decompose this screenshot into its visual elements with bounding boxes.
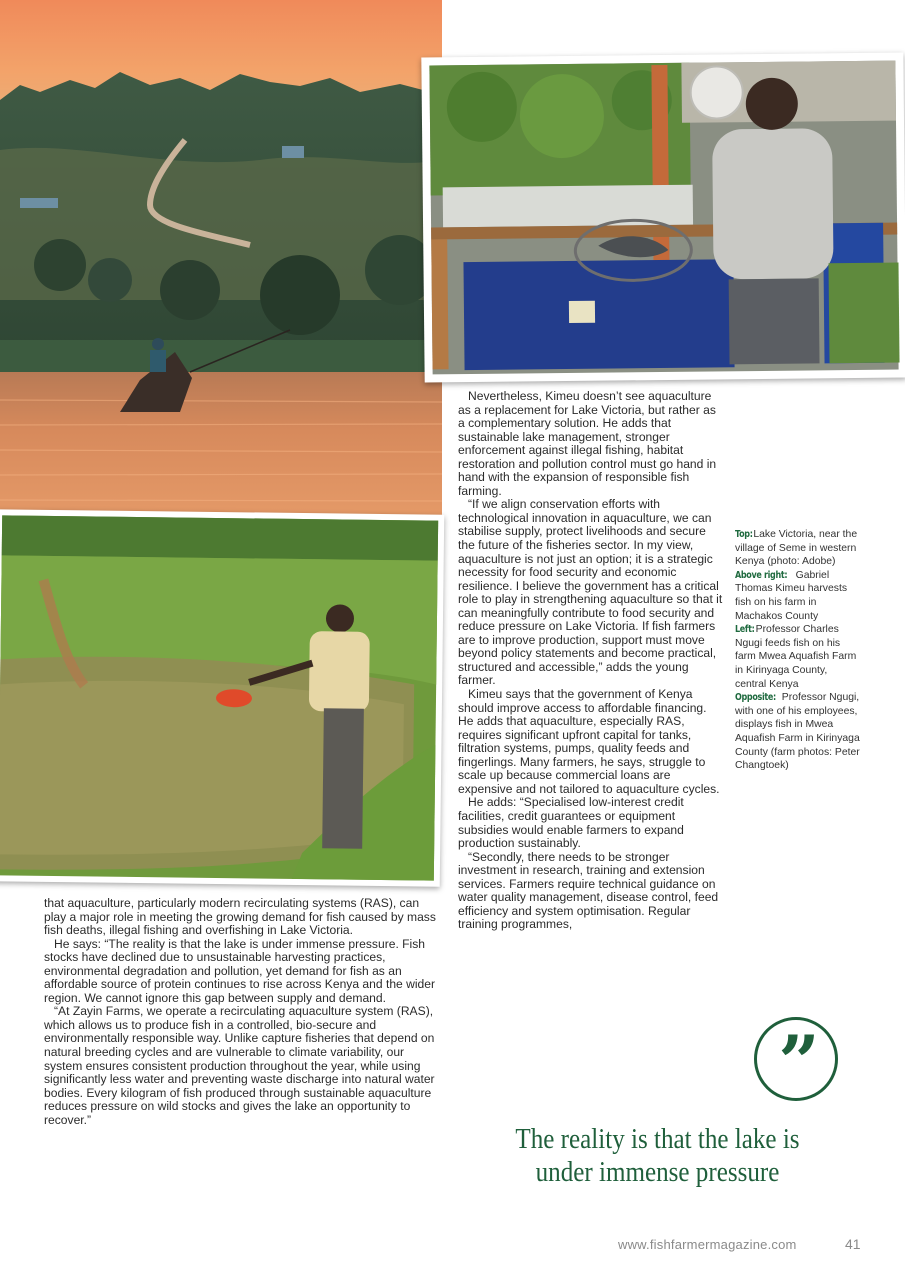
pond-feeding-photo [0,509,444,886]
fish-harvest-photo [421,52,905,382]
caption-left [735,623,860,691]
article-column-middle [458,390,723,932]
paragraph: “At Zayin Farms, we operate a recirculating aquaculture system (RAS), which allows us to produce fish in a controlled, bio-secure and environmentally responsible way. Unlike capture fisheries that depend on natural breeding cycles and are vulnerable to climate variability, our system ensures consistent production throughout the year, while using significantly less water and preventing waste discharge into natural water bodies. Every kilogram of fish produced through sustainable aquaculture reduces pressure on wild stocks and gives the lake an opportunity to recover.” [44,1004,435,1127]
article-column-left [44,897,436,1127]
paragraph: Nevertheless, Kimeu doesn’t see aquaculture as a replacement for Lake Victoria, but rather as a complementary solution. He adds that sustainable lake management, stronger enforcement against illegal fishing, habitat restoration and pollution control must go hand in hand with the expansion of responsible fish farming. [458,389,717,498]
footer-website-link[interactable]: www.fishfarmermagazine.com [618,1237,797,1252]
caption-text: Lake Victoria, near the village of Seme in western Kenya (photo: Adobe) [735,529,858,568]
page-number: 41 [845,1236,861,1252]
caption-label: Opposite: [735,692,776,704]
paragraph: “If we align conservation efforts with technological innovation in aquaculture, we can stabilise supply, protect livelihoods and secure the future of the fisheries sector. In my view, aquaculture is not just an option; it is a strategic necessity for food security and economic resilience. I believe the government has a critical role to play in strengthening aquaculture so that it can meaningfully contribute to food security and reduce pressure on Lake Victoria. If fish farmers are to improve production, support must move beyond policy statements and become practical, structured and accessible,” adds the young farmer. [458,497,723,688]
paragraph: that aquaculture, particularly modern recirculating systems (RAS), can play a major role in meeting the growing demand for fish caused by mass fish deaths, illegal fishing and overfishing in Lake Victoria. [44,896,436,938]
caption-text: Professor Ngugi, with one of his employees, displays fish in Mwea Aquafish Farm in Kirinyaga County (farm photos: Peter Changtoek) [735,692,860,772]
lake-victoria-photo [0,0,442,520]
paragraph: He adds: “Specialised low-interest credit facilities, credit guarantees or equipment subsidies would enable farmers to expand production sustainably. [458,795,684,851]
paragraph: Kimeu says that the government of Kenya should improve access to affordable financing. He adds that aquaculture, especially RAS, requires significant upfront capital for tanks, filtration systems, pumps, quality feeds and fingerlings. Many farmers, he says, struggle to scale up because commercial loans are expensive and not tailored to aquaculture cycles. [458,687,720,796]
paragraph: “Secondly, there needs to be stronger investment in research, training and extension services. Farmers require technical guidance on water quality management, disease control, feed efficiency and system optimisation. Regular training programmes, [458,849,719,932]
caption-label: Top: [735,529,753,540]
quote-mark-icon [754,1017,838,1104]
caption-label: Above right: [735,569,788,581]
caption-above-right [735,569,860,623]
caption-text: Gabriel Thomas Kimeu harvests fish on his farm in Machakos County [735,569,848,622]
paragraph: He says: “The reality is that the lake is under immense pressure. Fish stocks have declined due to unsustainable harvesting practices, environmental degradation and pollution, yet demand for fish as an affordable source of protein continues to rise across Kenya and the wider region. We cannot ignore this gap between supply and demand. [44,936,436,1005]
caption-text: Professor Charles Ngugi feeds fish on his farm Mwea Aquafish Farm in Kirinyaga County, central Kenya [735,624,857,690]
quote-glyph: ” [778,1019,814,1104]
caption-opposite [735,691,860,773]
photo-captions [735,528,860,773]
caption-label: Left: [735,624,755,636]
pull-quote: The reality is that the lake is under immense pressure [515,1124,800,1188]
caption-top [735,528,860,569]
